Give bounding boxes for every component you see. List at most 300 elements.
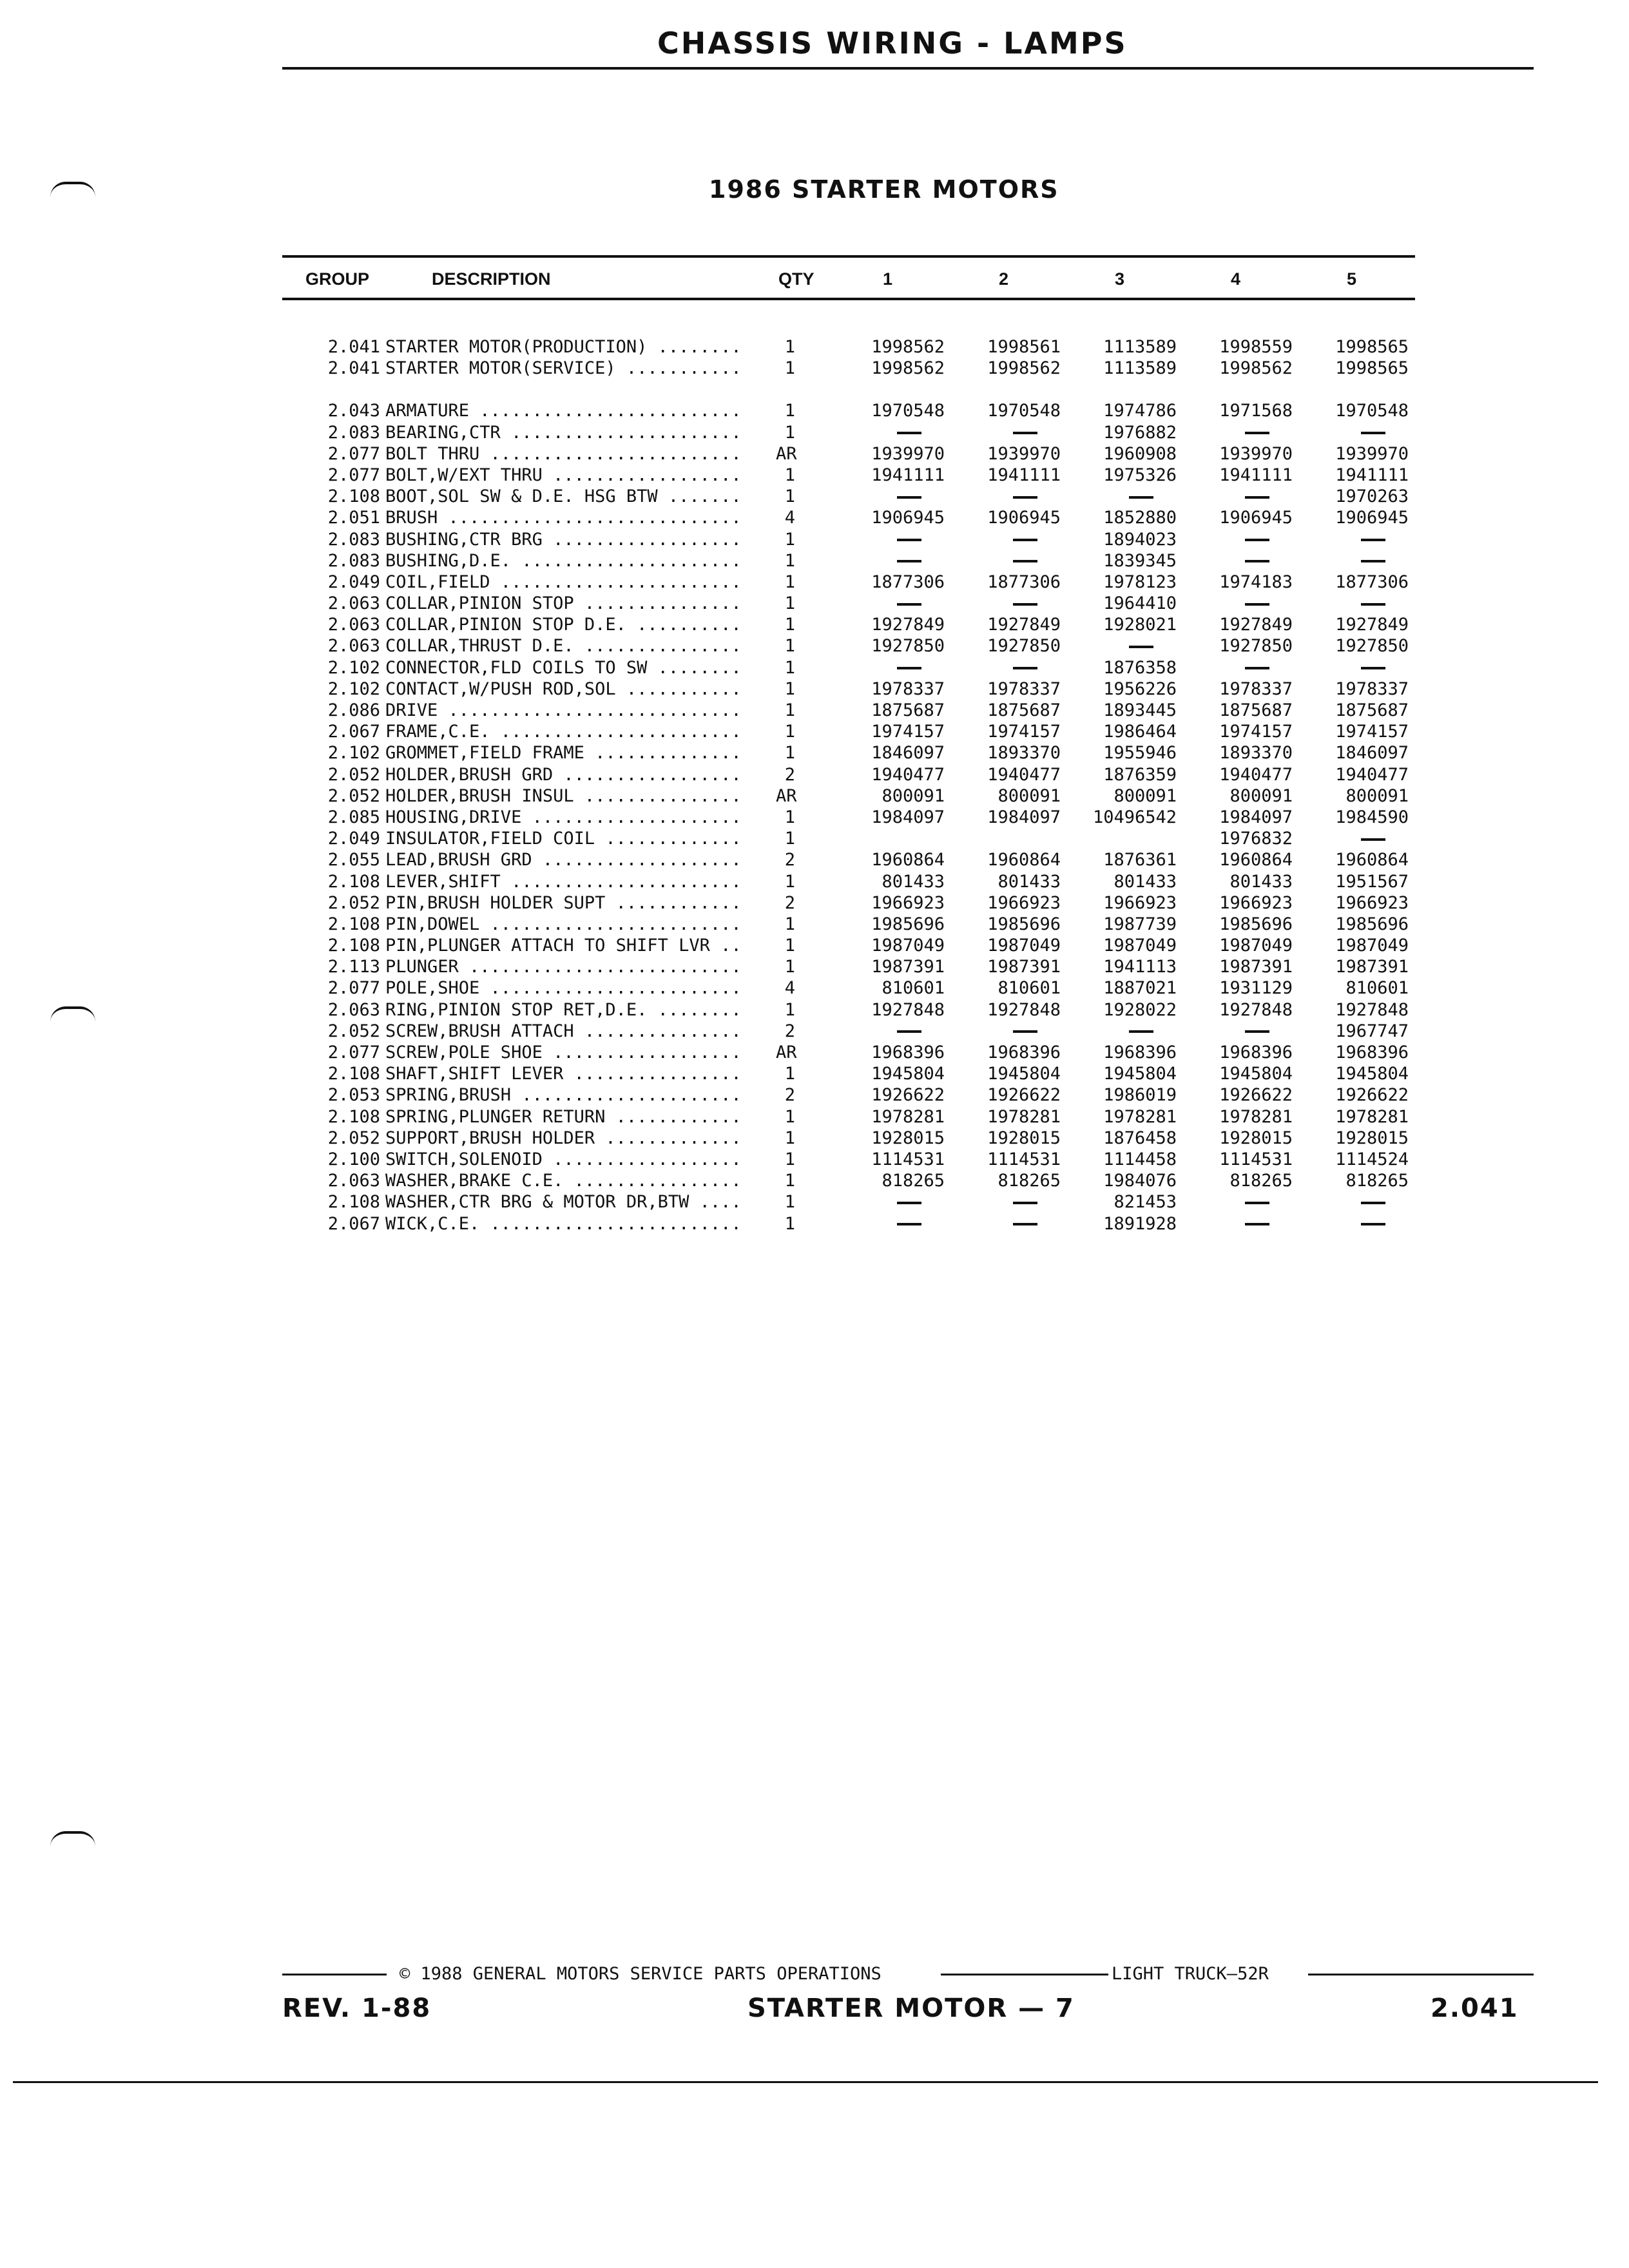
not-applicable-dash bbox=[1312, 529, 1409, 550]
qty-cell: 1 bbox=[784, 486, 795, 507]
not-applicable-dash bbox=[1196, 1021, 1293, 1042]
part-number-cell: 1906945 bbox=[987, 508, 1061, 528]
part-number-cell: 1966923 bbox=[871, 892, 945, 913]
description-cell: SUPPORT,BRUSH HOLDER ............. bbox=[385, 1128, 742, 1148]
table-row bbox=[303, 1149, 1409, 1170]
part-number-cell: 1931129 bbox=[1219, 978, 1293, 999]
not-applicable-dash bbox=[848, 593, 945, 614]
part-number-cell: 1876361 bbox=[1103, 850, 1177, 870]
description-cell: DRIVE ............................ bbox=[385, 700, 742, 720]
qty-cell: 1 bbox=[784, 743, 795, 764]
qty-cell: 2 bbox=[784, 850, 795, 870]
part-number-cell: 1985696 bbox=[1335, 914, 1409, 934]
table-row bbox=[303, 1106, 1409, 1128]
part-number-cell: 1985696 bbox=[871, 914, 945, 934]
part-number-cell: 1987049 bbox=[987, 936, 1061, 956]
description-cell: SCREW,POLE SHOE .................. bbox=[385, 1043, 742, 1062]
part-number-cell: 1940477 bbox=[987, 764, 1061, 785]
group-cell: 2.108 bbox=[327, 1192, 380, 1213]
not-applicable-dash bbox=[1196, 422, 1293, 443]
table-row bbox=[303, 507, 1409, 528]
column-header-qty: QTY bbox=[778, 269, 815, 289]
description-cell: POLE,SHOE ........................ bbox=[385, 978, 742, 999]
part-number-cell: 1939970 bbox=[987, 443, 1061, 464]
part-number-cell: 800091 bbox=[998, 785, 1061, 806]
part-number-cell: 1984097 bbox=[987, 807, 1061, 827]
part-number-cell: 1846097 bbox=[871, 743, 945, 764]
not-applicable-dash bbox=[964, 1191, 1061, 1213]
group-cell: 2.108 bbox=[327, 871, 380, 892]
footer-rule-right bbox=[1308, 1974, 1534, 1975]
part-number-cell: 1998562 bbox=[987, 358, 1061, 379]
description-cell: SHAFT,SHIFT LEVER ................ bbox=[385, 1064, 742, 1084]
qty-cell: 1 bbox=[784, 957, 795, 977]
not-applicable-dash bbox=[1312, 422, 1409, 443]
table-row bbox=[303, 828, 1398, 849]
not-applicable-dash bbox=[964, 593, 1061, 614]
part-number-cell: 1940477 bbox=[1335, 764, 1409, 785]
part-number-cell: 1987049 bbox=[1103, 936, 1177, 956]
qty-cell: 1 bbox=[784, 999, 795, 1020]
part-number-cell: 1978281 bbox=[987, 1106, 1061, 1127]
table-row bbox=[303, 465, 1409, 486]
table-row bbox=[303, 1021, 1409, 1042]
column-header-description: DESCRIPTION bbox=[432, 269, 551, 289]
margin-mark bbox=[50, 1831, 95, 1847]
part-number-cell: 1114524 bbox=[1335, 1149, 1409, 1169]
page-bottom-rule bbox=[13, 2081, 1598, 2083]
qty-cell: 1 bbox=[784, 657, 795, 678]
part-number-cell: 1941111 bbox=[987, 465, 1061, 485]
part-number-cell: 1998562 bbox=[871, 358, 945, 379]
not-applicable-dash bbox=[848, 422, 945, 443]
part-number-cell: 1927849 bbox=[987, 615, 1061, 635]
not-applicable-dash bbox=[1080, 486, 1177, 507]
table-row bbox=[303, 1170, 1409, 1191]
part-number-cell: 1927850 bbox=[1219, 636, 1293, 657]
column-header-5: 5 bbox=[1347, 269, 1357, 289]
group-cell: 2.108 bbox=[327, 1064, 380, 1084]
part-number-cell: 821453 bbox=[1113, 1192, 1177, 1213]
qty-cell: 1 bbox=[784, 337, 795, 357]
table-row bbox=[303, 593, 1398, 614]
group-cell: 2.108 bbox=[327, 936, 380, 956]
footer-page-title: STARTER MOTOR — 7 bbox=[747, 1994, 1075, 2023]
not-applicable-dash bbox=[1196, 657, 1293, 678]
part-number-cell: 1877306 bbox=[871, 572, 945, 592]
part-number-cell: 1998562 bbox=[871, 337, 945, 357]
part-number-cell: 1978281 bbox=[1335, 1106, 1409, 1127]
group-cell: 2.043 bbox=[327, 401, 380, 421]
part-number-cell: 1998565 bbox=[1335, 337, 1409, 357]
part-number-cell: 1893370 bbox=[987, 743, 1061, 764]
part-number-cell: 1928015 bbox=[987, 1128, 1061, 1148]
qty-cell: 1 bbox=[784, 615, 795, 635]
not-applicable-dash bbox=[1312, 593, 1409, 614]
table-row bbox=[303, 572, 1409, 593]
qty-cell: 1 bbox=[784, 529, 795, 550]
table-row bbox=[303, 635, 1409, 657]
table-row bbox=[303, 443, 1409, 465]
group-cell: 2.049 bbox=[327, 829, 380, 849]
description-cell: COLLAR,PINION STOP ............... bbox=[385, 593, 742, 614]
description-cell: COLLAR,PINION STOP D.E. .......... bbox=[385, 615, 742, 635]
part-number-cell: 1968396 bbox=[987, 1043, 1061, 1062]
part-number-cell: 1839345 bbox=[1103, 550, 1177, 571]
part-number-cell: 1966923 bbox=[1103, 892, 1177, 913]
part-number-cell: 1985696 bbox=[987, 914, 1061, 934]
description-cell: STARTER MOTOR(SERVICE) ........... bbox=[385, 358, 742, 379]
description-cell: FRAME,C.E. ....................... bbox=[385, 722, 742, 742]
part-number-cell: 1978337 bbox=[1335, 678, 1409, 699]
table-row bbox=[303, 700, 1409, 721]
group-cell: 2.052 bbox=[327, 1021, 380, 1041]
table-row bbox=[303, 914, 1409, 935]
margin-mark bbox=[50, 1006, 95, 1022]
part-number-cell: 818265 bbox=[882, 1171, 945, 1191]
part-number-cell: 1928015 bbox=[871, 1128, 945, 1148]
table-row bbox=[303, 1128, 1409, 1149]
table-row bbox=[303, 892, 1409, 914]
table-row bbox=[303, 742, 1409, 764]
not-applicable-dash bbox=[964, 1213, 1061, 1235]
part-number-cell: 1998559 bbox=[1219, 337, 1293, 357]
qty-cell: 1 bbox=[784, 550, 795, 571]
description-cell: BUSHING,CTR BRG .................. bbox=[385, 529, 742, 550]
description-cell: BOLT,W/EXT THRU .................. bbox=[385, 465, 742, 485]
description-cell: LEAD,BRUSH GRD ................... bbox=[385, 850, 742, 870]
table-row bbox=[303, 977, 1409, 999]
part-number-cell: 1998562 bbox=[1219, 358, 1293, 379]
part-number-cell: 1968396 bbox=[1103, 1043, 1177, 1062]
part-number-cell: 1966923 bbox=[1219, 892, 1293, 913]
group-cell: 2.083 bbox=[327, 422, 380, 443]
table-row bbox=[303, 422, 1398, 443]
table-row bbox=[303, 1042, 1409, 1063]
description-cell: HOLDER,BRUSH GRD ................. bbox=[385, 764, 742, 785]
part-number-cell: 1966923 bbox=[1335, 892, 1409, 913]
part-number-cell: 1927850 bbox=[1335, 636, 1409, 657]
part-number-cell: 1975326 bbox=[1103, 465, 1177, 485]
part-number-cell: 1939970 bbox=[871, 443, 945, 464]
part-number-cell: 1945804 bbox=[871, 1064, 945, 1084]
table-row bbox=[303, 999, 1409, 1021]
group-cell: 2.108 bbox=[327, 486, 380, 507]
part-number-cell: 1987049 bbox=[1219, 936, 1293, 956]
group-cell: 2.102 bbox=[327, 678, 380, 699]
group-cell: 2.077 bbox=[327, 1043, 380, 1062]
description-cell: RING,PINION STOP RET,D.E. ........ bbox=[385, 999, 742, 1020]
part-number-cell: 1877306 bbox=[1335, 572, 1409, 592]
part-number-cell: 1955946 bbox=[1103, 743, 1177, 764]
not-applicable-dash bbox=[964, 550, 1061, 572]
table-row bbox=[303, 1213, 1398, 1235]
part-number-cell: 1945804 bbox=[987, 1064, 1061, 1084]
qty-cell: AR bbox=[776, 443, 797, 464]
column-header-4: 4 bbox=[1231, 269, 1241, 289]
part-number-cell: 1927850 bbox=[871, 636, 945, 657]
qty-cell: 1 bbox=[784, 593, 795, 614]
part-number-cell: 800091 bbox=[1229, 785, 1293, 806]
description-cell: PIN,BRUSH HOLDER SUPT ............ bbox=[385, 892, 742, 913]
group-cell: 2.052 bbox=[327, 785, 380, 806]
description-cell: SWITCH,SOLENOID .................. bbox=[385, 1149, 742, 1169]
part-number-cell: 1927848 bbox=[987, 999, 1061, 1020]
not-applicable-dash bbox=[964, 529, 1061, 550]
part-number-cell: 800091 bbox=[882, 785, 945, 806]
description-cell: BEARING,CTR ...................... bbox=[385, 422, 742, 443]
part-number-cell: 1875687 bbox=[1335, 700, 1409, 720]
group-cell: 2.086 bbox=[327, 700, 380, 720]
part-number-cell: 1927849 bbox=[1335, 615, 1409, 635]
part-number-cell: 1852880 bbox=[1103, 508, 1177, 528]
qty-cell: 2 bbox=[784, 892, 795, 913]
description-cell: WICK,C.E. ........................ bbox=[385, 1213, 742, 1234]
description-cell: BUSHING,D.E. ..................... bbox=[385, 550, 742, 571]
part-number-cell: 1984097 bbox=[871, 807, 945, 827]
table-row bbox=[303, 400, 1409, 421]
part-number-cell: 1114531 bbox=[871, 1149, 945, 1169]
table-row bbox=[303, 1191, 1398, 1213]
description-cell: SCREW,BRUSH ATTACH ............... bbox=[385, 1021, 742, 1041]
part-number-cell: 1114531 bbox=[987, 1149, 1061, 1169]
column-header-1: 1 bbox=[883, 269, 893, 289]
part-number-cell: 1960864 bbox=[871, 850, 945, 870]
qty-cell: AR bbox=[776, 1043, 797, 1062]
part-number-cell: 1927849 bbox=[871, 615, 945, 635]
part-number-cell: 1928015 bbox=[1219, 1128, 1293, 1148]
part-number-cell: 1906945 bbox=[871, 508, 945, 528]
group-cell: 2.063 bbox=[327, 999, 380, 1020]
not-applicable-dash bbox=[848, 529, 945, 550]
not-applicable-dash bbox=[1080, 635, 1177, 657]
description-cell: INSULATOR,FIELD COIL ............. bbox=[385, 829, 742, 849]
part-number-cell: 1940477 bbox=[1219, 764, 1293, 785]
not-applicable-dash bbox=[1196, 593, 1293, 614]
group-cell: 2.077 bbox=[327, 465, 380, 485]
part-number-cell: 1941111 bbox=[871, 465, 945, 485]
part-number-cell: 1928022 bbox=[1103, 999, 1177, 1020]
margin-mark bbox=[50, 182, 95, 197]
qty-cell: 1 bbox=[784, 914, 795, 934]
not-applicable-dash bbox=[964, 657, 1061, 678]
part-number-cell: 1846097 bbox=[1335, 743, 1409, 764]
part-number-cell: 1974157 bbox=[871, 722, 945, 742]
part-number-cell: 1891928 bbox=[1103, 1213, 1177, 1234]
description-cell: HOLDER,BRUSH INSUL ............... bbox=[385, 785, 742, 806]
description-cell: CONNECTOR,FLD COILS TO SW ........ bbox=[385, 657, 742, 678]
part-number-cell: 1960864 bbox=[1335, 850, 1409, 870]
qty-cell: 1 bbox=[784, 401, 795, 421]
part-number-cell: 1974183 bbox=[1219, 572, 1293, 592]
part-number-cell: 1985696 bbox=[1219, 914, 1293, 934]
group-cell: 2.067 bbox=[327, 722, 380, 742]
table-row bbox=[303, 657, 1398, 678]
part-number-cell: 1974157 bbox=[987, 722, 1061, 742]
not-applicable-dash bbox=[1312, 828, 1409, 849]
part-number-cell: 1987049 bbox=[871, 936, 945, 956]
part-number-cell: 1978337 bbox=[987, 678, 1061, 699]
not-applicable-dash bbox=[848, 1213, 945, 1235]
part-number-cell: 1887021 bbox=[1103, 978, 1177, 999]
part-number-cell: 1939970 bbox=[1219, 443, 1293, 464]
part-number-cell: 1987391 bbox=[1219, 957, 1293, 977]
description-cell: CONTACT,W/PUSH ROD,SOL ........... bbox=[385, 678, 742, 699]
table-row bbox=[303, 486, 1409, 507]
part-number-cell: 1876358 bbox=[1103, 657, 1177, 678]
not-applicable-dash bbox=[848, 550, 945, 572]
group-cell: 2.077 bbox=[327, 978, 380, 999]
table-row bbox=[303, 956, 1409, 977]
group-cell: 2.102 bbox=[327, 743, 380, 764]
qty-cell: 4 bbox=[784, 508, 795, 528]
description-cell: HOUSING,DRIVE .................... bbox=[385, 807, 742, 827]
table-row bbox=[303, 550, 1398, 572]
qty-cell: 4 bbox=[784, 978, 795, 999]
description-cell: SPRING,PLUNGER RETURN ............ bbox=[385, 1106, 742, 1127]
column-header-group: GROUP bbox=[305, 269, 370, 289]
not-applicable-dash bbox=[1196, 486, 1293, 507]
part-number-cell: 1978281 bbox=[871, 1106, 945, 1127]
part-number-cell: 1968396 bbox=[871, 1043, 945, 1062]
not-applicable-dash bbox=[1196, 550, 1293, 572]
part-number-cell: 1978337 bbox=[1219, 678, 1293, 699]
part-number-cell: 10496542 bbox=[1092, 807, 1177, 827]
qty-cell: 1 bbox=[784, 807, 795, 827]
group-cell: 2.067 bbox=[327, 1213, 380, 1234]
part-number-cell: 1976882 bbox=[1103, 422, 1177, 443]
description-cell: ARMATURE ......................... bbox=[385, 401, 742, 421]
qty-cell: 2 bbox=[784, 1085, 795, 1106]
group-cell: 2.077 bbox=[327, 443, 380, 464]
part-number-cell: 810601 bbox=[882, 978, 945, 999]
description-cell: LEVER,SHIFT ...................... bbox=[385, 871, 742, 892]
part-number-cell: 1978123 bbox=[1103, 572, 1177, 592]
table-row bbox=[303, 871, 1409, 892]
not-applicable-dash bbox=[1080, 1021, 1177, 1042]
part-number-cell: 1875687 bbox=[987, 700, 1061, 720]
part-number-cell: 1940477 bbox=[871, 764, 945, 785]
part-number-cell: 1877306 bbox=[987, 572, 1061, 592]
part-number-cell: 1941111 bbox=[1219, 465, 1293, 485]
not-applicable-dash bbox=[1312, 1191, 1409, 1213]
part-number-cell: 1987739 bbox=[1103, 914, 1177, 934]
group-cell: 2.063 bbox=[327, 593, 380, 614]
part-number-cell: 1978281 bbox=[1103, 1106, 1177, 1127]
part-number-cell: 1114531 bbox=[1219, 1149, 1293, 1169]
table-row bbox=[303, 1084, 1409, 1106]
description-cell: STARTER MOTOR(PRODUCTION) ........ bbox=[385, 337, 742, 357]
column-header-2: 2 bbox=[999, 269, 1009, 289]
part-number-cell: 818265 bbox=[1345, 1171, 1409, 1191]
description-cell: BRUSH ............................ bbox=[385, 508, 742, 528]
part-number-cell: 1970263 bbox=[1335, 486, 1409, 507]
part-number-cell: 1970548 bbox=[987, 401, 1061, 421]
part-number-cell: 1114458 bbox=[1103, 1149, 1177, 1169]
part-number-cell: 1960864 bbox=[987, 850, 1061, 870]
table-row bbox=[303, 849, 1409, 870]
part-number-cell: 1894023 bbox=[1103, 529, 1177, 550]
part-number-cell: 1941111 bbox=[1335, 465, 1409, 485]
part-number-cell: 1987049 bbox=[1335, 936, 1409, 956]
not-applicable-dash bbox=[848, 1021, 945, 1042]
part-number-cell: 810601 bbox=[998, 978, 1061, 999]
part-number-cell: 1927849 bbox=[1219, 615, 1293, 635]
not-applicable-dash bbox=[1312, 550, 1409, 572]
part-number-cell: 1986464 bbox=[1103, 722, 1177, 742]
not-applicable-dash bbox=[1196, 1191, 1293, 1213]
part-number-cell: 1998561 bbox=[987, 337, 1061, 357]
group-cell: 2.041 bbox=[327, 337, 380, 357]
group-cell: 2.083 bbox=[327, 529, 380, 550]
qty-cell: 1 bbox=[784, 1064, 795, 1084]
part-number-cell: 1945804 bbox=[1103, 1064, 1177, 1084]
part-number-cell: 1926622 bbox=[1335, 1085, 1409, 1106]
part-number-cell: 818265 bbox=[998, 1171, 1061, 1191]
part-number-cell: 801433 bbox=[1229, 871, 1293, 892]
description-cell: BOOT,SOL SW & D.E. HSG BTW ....... bbox=[385, 486, 742, 507]
qty-cell: 2 bbox=[784, 764, 795, 785]
table-row bbox=[303, 336, 1409, 358]
not-applicable-dash bbox=[848, 1191, 945, 1213]
part-number-cell: 1926622 bbox=[1219, 1085, 1293, 1106]
part-number-cell: 1906945 bbox=[1219, 508, 1293, 528]
table-row bbox=[303, 358, 1409, 379]
part-number-cell: 1986019 bbox=[1103, 1085, 1177, 1106]
table-row bbox=[303, 764, 1409, 785]
page-title: CHASSIS WIRING - LAMPS bbox=[657, 26, 1128, 61]
footer-revision: REV. 1-88 bbox=[282, 1994, 432, 2023]
not-applicable-dash bbox=[1312, 1213, 1409, 1235]
description-cell: BOLT THRU ........................ bbox=[385, 443, 742, 464]
footer-vehicle: LIGHT TRUCK—52R bbox=[1112, 1964, 1269, 1984]
qty-cell: 1 bbox=[784, 636, 795, 657]
part-number-cell: 1987391 bbox=[1335, 957, 1409, 977]
not-applicable-dash bbox=[964, 1021, 1061, 1042]
part-number-cell: 1875687 bbox=[871, 700, 945, 720]
part-number-cell: 800091 bbox=[1113, 785, 1177, 806]
part-number-cell: 1113589 bbox=[1103, 337, 1177, 357]
description-cell: PIN,PLUNGER ATTACH TO SHIFT LVR .. bbox=[385, 936, 742, 956]
part-number-cell: 1987391 bbox=[871, 957, 945, 977]
not-applicable-dash bbox=[1196, 529, 1293, 550]
part-number-cell: 800091 bbox=[1345, 785, 1409, 806]
qty-cell: 1 bbox=[784, 1192, 795, 1213]
part-number-cell: 818265 bbox=[1229, 1171, 1293, 1191]
part-number-cell: 1945804 bbox=[1219, 1064, 1293, 1084]
part-number-cell: 1987391 bbox=[987, 957, 1061, 977]
description-cell: COIL,FIELD ....................... bbox=[385, 572, 742, 592]
qty-cell: AR bbox=[776, 785, 797, 806]
part-number-cell: 1967747 bbox=[1335, 1021, 1409, 1041]
part-number-cell: 1998565 bbox=[1335, 358, 1409, 379]
column-header-3: 3 bbox=[1115, 269, 1125, 289]
qty-cell: 1 bbox=[784, 678, 795, 699]
part-number-cell: 1968396 bbox=[1335, 1043, 1409, 1062]
part-number-cell: 1956226 bbox=[1103, 678, 1177, 699]
footer-rule-mid bbox=[941, 1974, 1108, 1975]
not-applicable-dash bbox=[1196, 1213, 1293, 1235]
part-number-cell: 1960908 bbox=[1103, 443, 1177, 464]
group-cell: 2.049 bbox=[327, 572, 380, 592]
section-title: 1986 STARTER MOTORS bbox=[709, 175, 1059, 204]
description-cell: WASHER,BRAKE C.E. ................ bbox=[385, 1171, 742, 1191]
part-number-cell: 1960864 bbox=[1219, 850, 1293, 870]
qty-cell: 1 bbox=[784, 1128, 795, 1148]
qty-cell: 1 bbox=[784, 358, 795, 379]
part-number-cell: 1964410 bbox=[1103, 593, 1177, 614]
group-cell: 2.113 bbox=[327, 957, 380, 977]
